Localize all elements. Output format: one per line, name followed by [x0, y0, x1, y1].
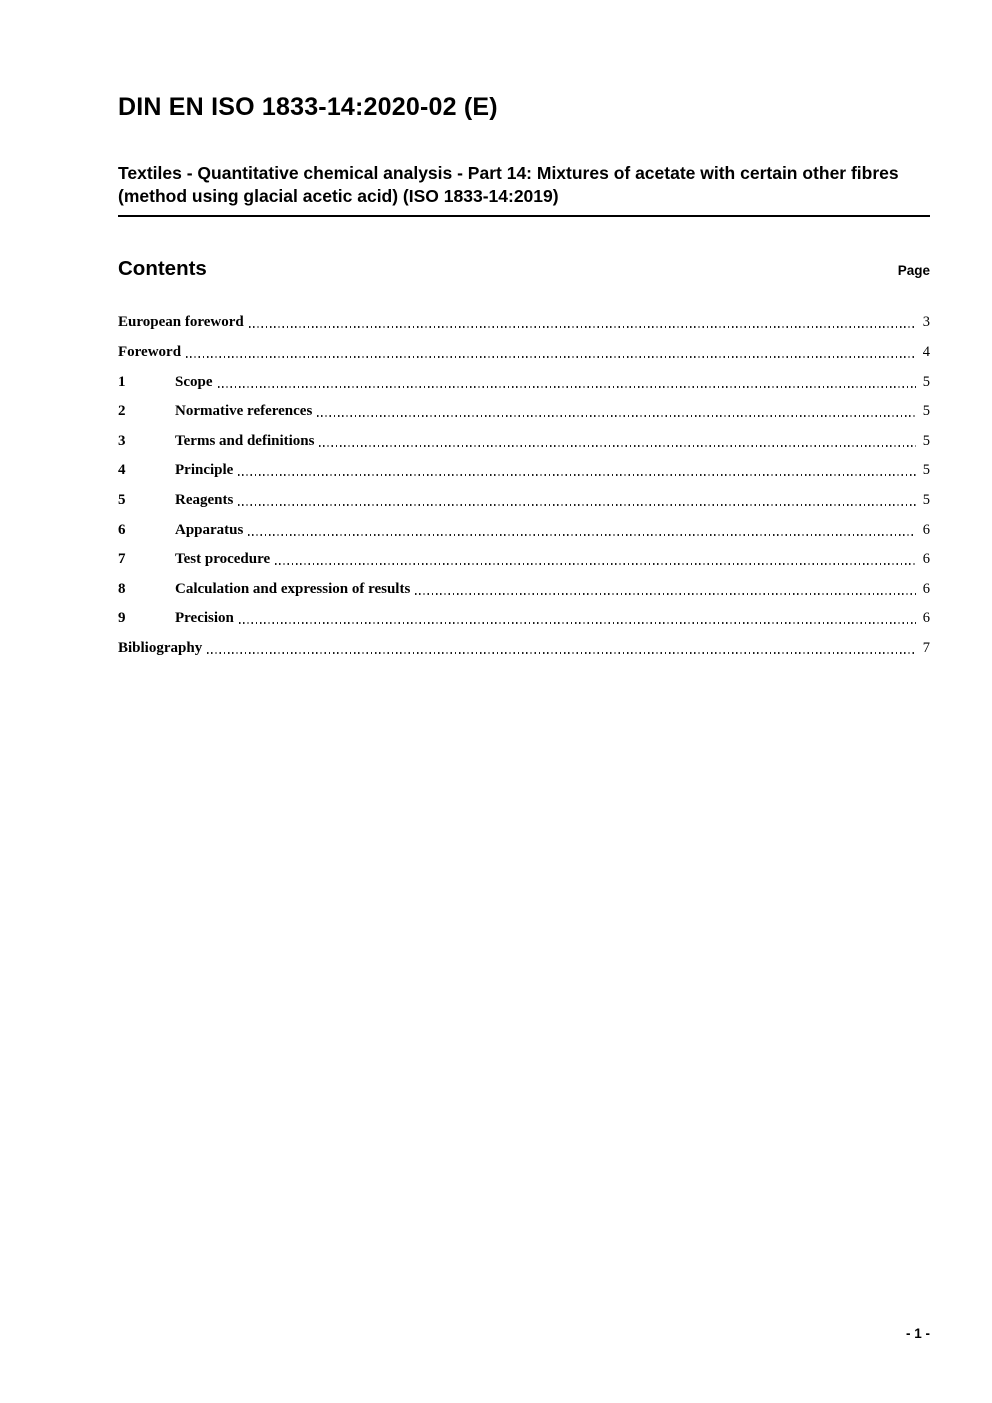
toc-entry-page: 6 — [922, 551, 930, 568]
toc-entry-number: 6 — [118, 521, 126, 538]
toc-entry-page: 5 — [922, 432, 930, 449]
toc-entry-label: Normative references — [175, 403, 313, 420]
toc-entry[interactable] — [118, 451, 930, 481]
toc-leader-dots — [415, 593, 916, 595]
toc-leader-dots — [186, 356, 916, 358]
toc-entry[interactable] — [118, 362, 930, 392]
toc-entry-label: Precision — [175, 610, 234, 627]
contents-header-row — [118, 257, 930, 281]
toc-entry[interactable] — [118, 480, 930, 510]
toc-entry[interactable] — [118, 599, 930, 629]
toc-entry-page: 5 — [922, 373, 930, 390]
toc-entry-label: Calculation and expression of results — [175, 580, 411, 597]
toc-entry-page: 6 — [922, 580, 930, 597]
contents-heading: Contents — [118, 256, 207, 280]
toc-entry-page: 4 — [922, 343, 930, 360]
toc-entry[interactable] — [118, 421, 930, 451]
toc-leader-dots — [239, 622, 916, 624]
toc-entry-number: 8 — [118, 580, 126, 597]
toc-entry-number: 2 — [118, 403, 126, 420]
toc-entry-label: Foreword — [118, 343, 182, 360]
toc-leader-dots — [249, 326, 916, 328]
document-subtitle: Textiles - Quantitative chemical analysis - Part 14: Mixtures of acetate with certain other fibres (method using glacial acetic acid) (ISO 1833-14:2019) — [118, 162, 899, 206]
toc-entry[interactable] — [118, 303, 930, 333]
toc-entry[interactable] — [118, 332, 930, 362]
toc-entry[interactable] — [118, 510, 930, 540]
toc-leader-dots — [317, 415, 916, 417]
toc-entry-label: Terms and definitions — [175, 432, 315, 449]
toc-entry-label: Scope — [175, 373, 213, 390]
footer-page-number: - 1 - — [905, 1326, 930, 1341]
document-title-block — [118, 162, 930, 217]
toc-entry-label: Test procedure — [175, 551, 271, 568]
toc-entry-number: 4 — [118, 462, 126, 479]
toc-entry-number: 5 — [118, 491, 126, 508]
toc-entry-number: 7 — [118, 551, 126, 568]
toc-entry[interactable] — [118, 569, 930, 599]
toc-leader-dots — [218, 386, 917, 388]
table-of-contents — [118, 303, 930, 658]
toc-entry-page: 5 — [922, 491, 930, 508]
toc-entry-label: Principle — [175, 462, 234, 479]
toc-entry-number: 3 — [118, 432, 126, 449]
toc-entry-page: 3 — [922, 314, 930, 331]
toc-entry-label: European foreword — [118, 314, 244, 331]
toc-entry-label: Apparatus — [175, 521, 244, 538]
toc-entry[interactable] — [118, 540, 930, 570]
toc-entry-page: 7 — [922, 639, 930, 656]
toc-leader-dots — [238, 504, 916, 506]
toc-entry-page: 5 — [922, 462, 930, 479]
toc-entry[interactable] — [118, 628, 930, 658]
toc-entry-number: 1 — [118, 373, 126, 390]
toc-entry-page: 5 — [922, 403, 930, 420]
toc-leader-dots — [207, 652, 916, 654]
toc-entry[interactable] — [118, 392, 930, 422]
toc-entry-number: 9 — [118, 610, 126, 627]
page-column-label: Page — [897, 262, 930, 278]
toc-leader-dots — [238, 474, 916, 476]
toc-entry-page: 6 — [922, 521, 930, 538]
document-page — [118, 0, 930, 658]
toc-entry-label: Bibliography — [118, 639, 203, 656]
toc-entry-label: Reagents — [175, 491, 234, 508]
toc-leader-dots — [275, 563, 916, 565]
document-code-title: DIN EN ISO 1833-14:2020-02 (E) — [118, 93, 498, 121]
toc-leader-dots — [319, 445, 916, 447]
toc-leader-dots — [248, 534, 916, 536]
toc-entry-page: 6 — [922, 610, 930, 627]
